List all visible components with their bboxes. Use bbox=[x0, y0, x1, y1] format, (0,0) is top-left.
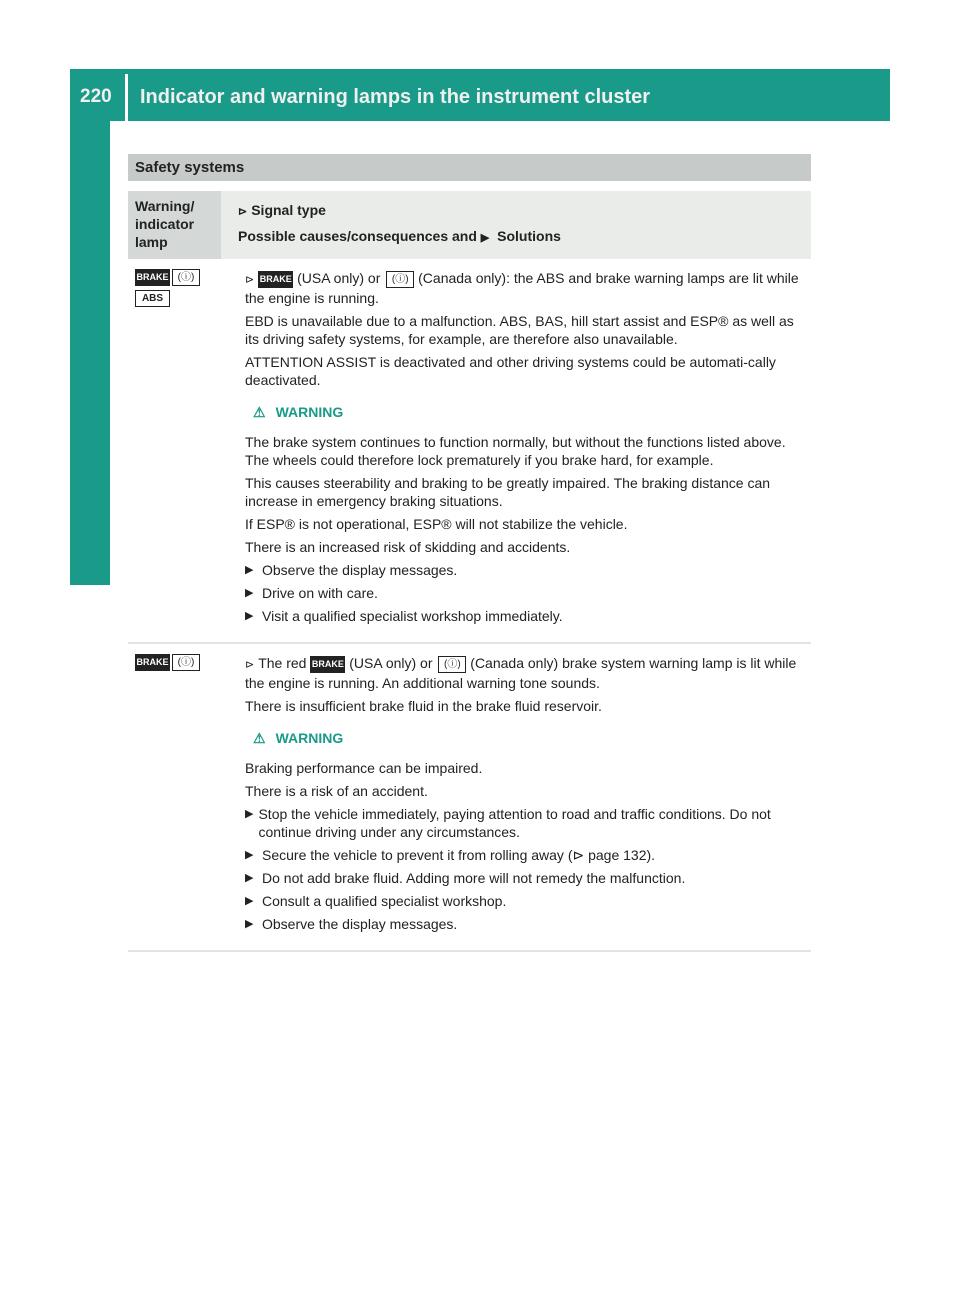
safety-systems-table bbox=[128, 154, 811, 952]
row2-text: (USA only) or bbox=[349, 655, 433, 671]
row2-text: There is insufficient brake fluid in the brake fluid reservoir. bbox=[245, 698, 602, 714]
action-text: Stop the vehicle immediately, paying attention to road and traffic conditions. Do not continue driving under any circumstances. bbox=[258, 806, 771, 840]
header-divider bbox=[125, 74, 128, 121]
arrow-icon: ▶ bbox=[245, 808, 254, 820]
list-item bbox=[245, 869, 801, 887]
brake-lamp-icon: BRAKE bbox=[135, 654, 170, 671]
arrow-icon: ▶ bbox=[245, 872, 254, 884]
action-text: Observe the display messages. bbox=[262, 562, 458, 578]
description-cell bbox=[228, 259, 811, 642]
header-col-lamp bbox=[128, 191, 221, 259]
header-lamp-line1: Warning/ bbox=[135, 198, 195, 214]
header-col-signal bbox=[221, 191, 811, 259]
page-number: 220 bbox=[80, 86, 112, 107]
arrow-icon: ▶ bbox=[245, 895, 254, 907]
brake-lamp-icon: BRAKE bbox=[310, 656, 345, 673]
action-text: Observe the display messages. bbox=[262, 916, 458, 932]
action-text: Secure the vehicle to prevent it from rolling away (⊳ page 132). bbox=[262, 847, 656, 863]
warning-text: This causes steerability and braking to be greatly impaired. The braking distance can increase in emergency braking situations. bbox=[245, 475, 771, 509]
arrow-icon: ▶ bbox=[245, 587, 254, 599]
brake-circle-icon: (ⓘ) bbox=[438, 656, 466, 673]
table-title: Safety systems bbox=[128, 154, 811, 181]
warning-text: If ESP® is not operational, ESP® will not stabilize the vehicle. bbox=[245, 516, 628, 532]
warning-text: Braking performance can be impaired. bbox=[245, 760, 483, 776]
arrow-icon: ▶ bbox=[245, 564, 254, 576]
action-text: Drive on with care. bbox=[262, 585, 378, 601]
list-item bbox=[245, 561, 801, 579]
solutions-arrow-icon: ▶ bbox=[480, 232, 490, 244]
list-item bbox=[245, 607, 801, 625]
list-item bbox=[245, 892, 801, 910]
list-item bbox=[245, 805, 801, 841]
table-row bbox=[128, 259, 811, 644]
header-lamp-line2: indicator bbox=[135, 216, 195, 232]
warning-text: There is a risk of an accident. bbox=[245, 783, 428, 799]
row1-text: ATTENTION ASSIST is deactivated and other driving systems could be automati-cally deactivated. bbox=[245, 354, 776, 388]
list-item bbox=[245, 846, 801, 864]
row1-text: (USA only) or bbox=[297, 270, 381, 286]
brake-circle-icon: (ⓘ) bbox=[172, 654, 200, 671]
abs-lamp-icon: ABS bbox=[135, 290, 170, 307]
page-title: Indicator and warning lamps in the instrument cluster bbox=[140, 86, 651, 108]
brake-circle-icon: (ⓘ) bbox=[172, 269, 200, 286]
warning-triangle-icon: ⚠ bbox=[253, 730, 266, 746]
row1-text: (Canada only): the ABS and brake warning lamps are lit while the engine is running. bbox=[245, 270, 799, 306]
warning-text: The brake system continues to function normally, but without the functions listed above. The wheels could therefore lock prematurely if you brake hard, for example. bbox=[245, 434, 786, 468]
arrow-icon: ▶ bbox=[245, 918, 254, 930]
signal-icon: ⊳ bbox=[238, 206, 248, 218]
header-lamp-line3: lamp bbox=[135, 234, 168, 250]
arrow-icon: ▶ bbox=[245, 849, 254, 861]
header-signal-type: Signal type bbox=[251, 202, 326, 218]
warning-triangle-icon: ⚠ bbox=[253, 404, 266, 420]
warning-heading bbox=[253, 729, 801, 747]
list-item bbox=[245, 584, 801, 602]
warning-label: WARNING bbox=[275, 730, 344, 746]
lamp-cell bbox=[128, 259, 228, 642]
brake-lamp-icon: BRAKE bbox=[135, 269, 170, 286]
row2-text: The red bbox=[258, 655, 307, 671]
table-header bbox=[128, 191, 811, 259]
row2-text: (Canada only) brake system warning lamp is lit while the engine is running. An additional warning tone sounds. bbox=[245, 655, 797, 691]
warning-heading bbox=[253, 403, 801, 421]
brake-lamp-icon: BRAKE bbox=[258, 271, 293, 288]
action-text: Visit a qualified specialist workshop immediately. bbox=[262, 608, 563, 624]
brake-circle-icon: (ⓘ) bbox=[386, 271, 414, 288]
action-text: Do not add brake fluid. Adding more will not remedy the malfunction. bbox=[262, 870, 686, 886]
header-causes: Possible causes/consequences and bbox=[238, 228, 477, 244]
action-text: Consult a qualified specialist workshop. bbox=[262, 893, 507, 909]
list-item bbox=[245, 915, 801, 933]
signal-icon: ⊳ bbox=[245, 274, 255, 286]
table-row bbox=[128, 644, 811, 952]
description-cell bbox=[228, 644, 811, 950]
lamp-cell bbox=[128, 644, 228, 950]
header-solutions: Solutions bbox=[497, 228, 561, 244]
side-tab-label: On-board computer and displays bbox=[75, 182, 96, 480]
row1-text: EBD is unavailable due to a malfunction. ABS, BAS, hill start assist and ESP® as well as its driving safety systems, for example, are therefore also unavailable. bbox=[245, 313, 794, 347]
warning-text: There is an increased risk of skidding and accidents. bbox=[245, 539, 571, 555]
warning-label: WARNING bbox=[275, 404, 344, 420]
signal-icon: ⊳ bbox=[245, 659, 255, 671]
arrow-icon: ▶ bbox=[245, 610, 254, 622]
